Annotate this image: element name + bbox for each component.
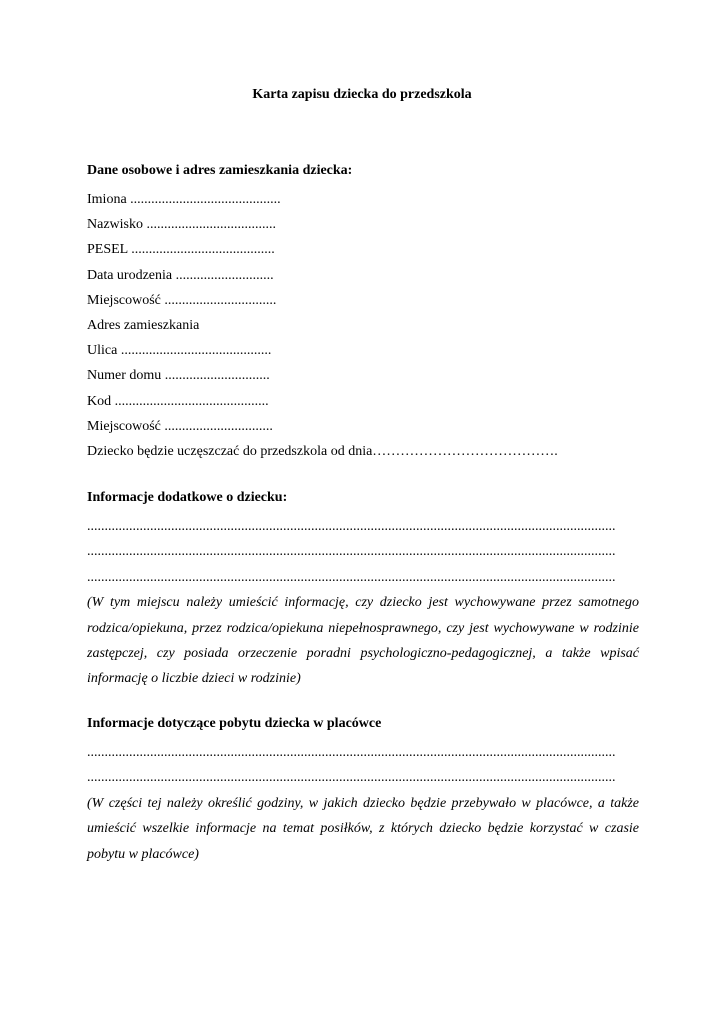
personal-data-section (87, 162, 639, 464)
stay-info-note: (W części tej należy określić godziny, w jakich dziecko będzie przebywało w placówce, a także umieścić wszelkie informacje na temat posiłków, z których dziecko będzie korzystać w czasie pobytu w placówce) (87, 795, 639, 862)
stay-info-section (87, 715, 639, 867)
field-street: Ulica ........................................... (87, 343, 272, 359)
stay-info-heading: Informacje dotyczące pobytu dziecka w placówce (87, 716, 382, 731)
additional-info-heading: Informacje dodatkowe o dziecku: (87, 490, 288, 505)
additional-info-note: (W tym miejscu należy umieścić informację, czy dziecko jest wychowywane przez samotnego rodzica/opiekuna, przez rodzica/opiekuna niepełnosprawnego, czy jest wychowywane w rodzinie zastępczej, czy posiada orzeczenie poradni psychologiczno-pedagogicznej, a także wpisać informację o liczbie dzieci w rodzinie) (87, 595, 639, 687)
field-pesel: PESEL ......................................... (87, 242, 275, 258)
additional-info-line: ....................................................................................................................................................... (87, 519, 616, 534)
address-label: Adres zamieszkania (87, 318, 200, 334)
field-city: Miejscowość ............................... (87, 418, 273, 434)
document-title: Karta zapisu dziecka do przedszkola (252, 87, 472, 102)
field-start-date: Dziecko będzie uczęszczać do przedszkola od dnia…………………………………. (87, 444, 558, 460)
additional-info-line: ....................................................................................................................................................... (87, 544, 616, 560)
field-postal-code: Kod ............................................ (87, 393, 269, 409)
stay-info-line: ....................................................................................................................................................... (87, 745, 616, 760)
field-birth-place: Miejscowość ................................ (87, 292, 277, 308)
additional-info-section (87, 489, 639, 692)
additional-info-line: ....................................................................................................................................................... (87, 569, 616, 585)
stay-info-line: ....................................................................................................................................................... (87, 770, 616, 786)
field-house-number: Numer domu .............................. (87, 368, 270, 384)
field-surname: Nazwisko ..................................... (87, 217, 276, 233)
field-birth-date: Data urodzenia ............................ (87, 267, 274, 283)
personal-data-heading: Dane osobowe i adres zamieszkania dziecka: (87, 163, 353, 178)
field-first-names: Imiona ........................................... (87, 192, 281, 207)
